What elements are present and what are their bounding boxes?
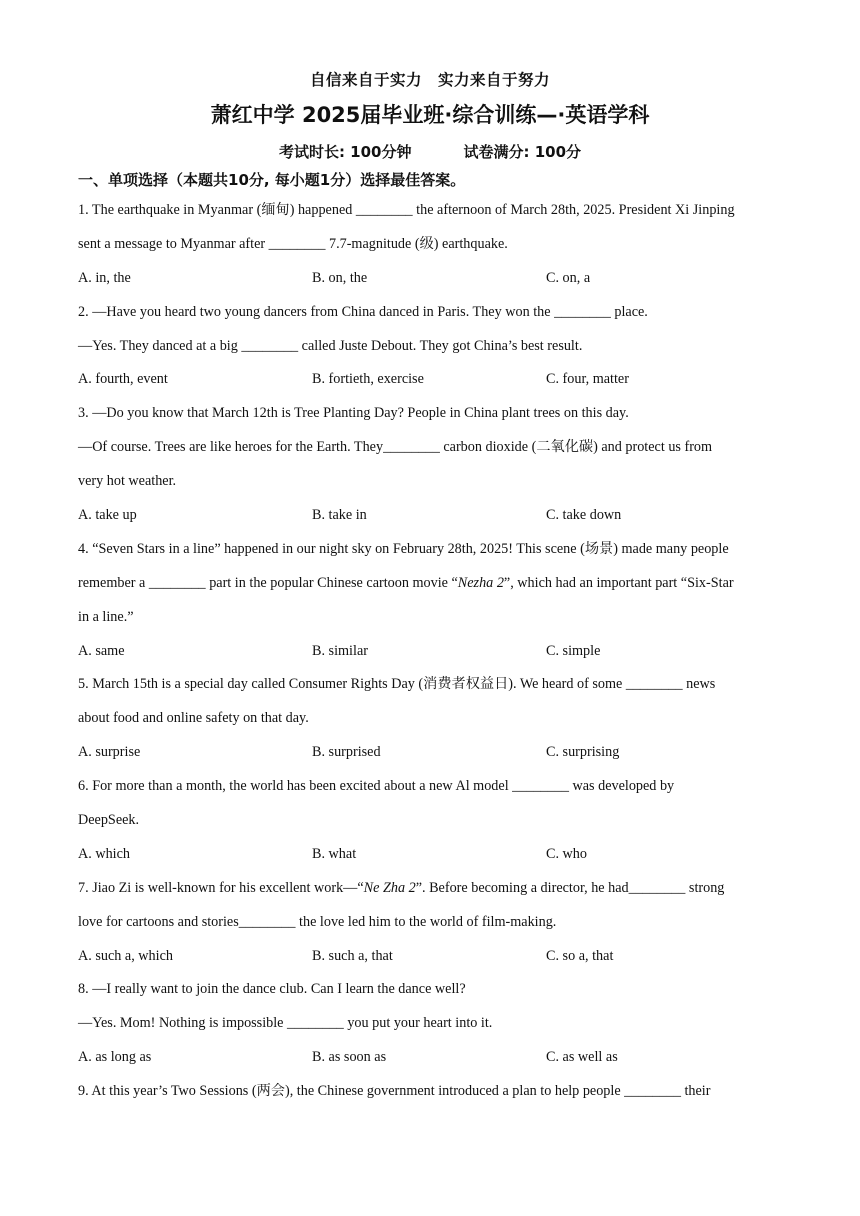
option-b: B. surprised: [312, 744, 381, 761]
movie-title: Nezha 2: [457, 574, 504, 591]
question-text-line: [78, 569, 784, 603]
option-a: A. take up: [78, 507, 137, 524]
exam-title: 萧红中学 2025届毕业班·综合训练—·英语学科: [210, 103, 650, 127]
exam-meta: [0, 141, 860, 162]
option-c: C. on, a: [546, 269, 591, 286]
options-row: [78, 738, 784, 772]
question-text-line: about food and online safety on that day.: [78, 710, 309, 727]
question-8: [78, 975, 784, 1077]
option-c: C. who: [546, 845, 587, 862]
option-c: C. simple: [546, 642, 601, 659]
question-list: [78, 196, 784, 1111]
movie-title: Ne Zha 2: [363, 879, 416, 896]
question-text-line: love for cartoons and stories________ the love led him to the world of film-making.: [78, 913, 557, 930]
option-b: B. take in: [312, 507, 367, 524]
option-a: A. such a, which: [78, 947, 173, 964]
motto: 自信来自于实力 实力来自于努力: [309, 71, 550, 89]
option-b: B. as soon as: [312, 1049, 387, 1066]
question-text-part: ”, which had an important part “Six-Star: [503, 574, 734, 591]
exam-full-score: 试卷满分: 100分: [463, 143, 582, 161]
option-c: C. take down: [546, 507, 622, 524]
options-row: [78, 264, 784, 298]
question-2: [78, 298, 784, 400]
question-text-line: DeepSeek.: [78, 812, 140, 829]
option-c: C. four, matter: [546, 371, 629, 388]
question-text-line: 6. For more than a month, the world has been excited about a new Al model ________ was developed by: [78, 778, 675, 795]
option-b: B. similar: [312, 642, 368, 659]
option-b: B. on, the: [312, 269, 368, 286]
question-text-line: —Of course. Trees are like heroes for the Earth. They________ carbon dioxide (二氧化碳) and protect us from: [78, 439, 713, 456]
question-text-line: [78, 874, 784, 908]
option-a: A. as long as: [78, 1049, 152, 1066]
option-a: A. which: [78, 845, 131, 862]
options-row: [78, 637, 784, 671]
question-text-line: in a line.”: [78, 608, 134, 625]
option-a: A. same: [78, 642, 125, 659]
option-c: C. as well as: [546, 1049, 618, 1066]
question-text-line: —Yes. Mom! Nothing is impossible ________ you put your heart into it.: [78, 1015, 493, 1032]
options-row: [78, 1043, 784, 1077]
options-row: [78, 840, 784, 874]
option-a: A. fourth, event: [78, 371, 168, 388]
question-3: [78, 399, 784, 535]
options-row: [78, 942, 784, 976]
option-b: B. what: [312, 845, 357, 862]
question-6: [78, 772, 784, 874]
option-a: A. surprise: [78, 744, 141, 761]
exam-duration: 考试时长: 100分钟: [278, 143, 412, 161]
question-7: [78, 874, 784, 976]
question-text-line: 3. —Do you know that March 12th is Tree Planting Day? People in China plant trees on this day.: [78, 405, 629, 422]
question-5: [78, 670, 784, 772]
question-9: [78, 1077, 784, 1111]
question-text-line: very hot weather.: [78, 473, 177, 490]
question-text-line: 5. March 15th is a special day called Consumer Rights Day (消费者权益日). We heard of some ________ news: [78, 676, 716, 693]
question-text-line: 2. —Have you heard two young dancers from China danced in Paris. They won the ________ place.: [78, 303, 648, 320]
option-c: C. surprising: [546, 744, 620, 761]
options-row: [78, 365, 784, 399]
question-1: [78, 196, 784, 298]
question-4: [78, 535, 784, 671]
question-text-line: 9. At this year’s Two Sessions (两会), the Chinese government introduced a plan to help people ________ their: [78, 1083, 711, 1100]
option-b: B. such a, that: [312, 947, 393, 964]
question-text-part: 7. Jiao Zi is well-known for his excellent work—“: [78, 879, 364, 896]
question-text-line: 1. The earthquake in Myanmar (缅甸) happened ________ the afternoon of March 28th, 2025. President Xi Jinping: [78, 202, 735, 218]
options-row: [78, 501, 784, 535]
question-text-part: ”. Before becoming a director, he had________ strong: [415, 879, 725, 896]
question-text-line: 4. “Seven Stars in a line” happened in our night sky on February 28th, 2025! This scene (场景) made many people: [78, 540, 729, 557]
question-text-line: sent a message to Myanmar after ________ 7.7-magnitude (级) earthquake.: [78, 235, 508, 252]
question-text-line: —Yes. They danced at a big ________ called Juste Debout. They got China’s best result.: [78, 337, 583, 354]
section-title: 一、单项选择（本题共10分, 每小题1分）选择最佳答案。: [78, 171, 466, 189]
option-b: B. fortieth, exercise: [312, 371, 424, 388]
option-a: A. in, the: [78, 269, 131, 286]
option-c: C. so a, that: [546, 947, 614, 964]
question-text-line: 8. —I really want to join the dance club. Can I learn the dance well?: [78, 981, 466, 998]
question-text-part: remember a ________ part in the popular Chinese cartoon movie “: [78, 574, 458, 591]
